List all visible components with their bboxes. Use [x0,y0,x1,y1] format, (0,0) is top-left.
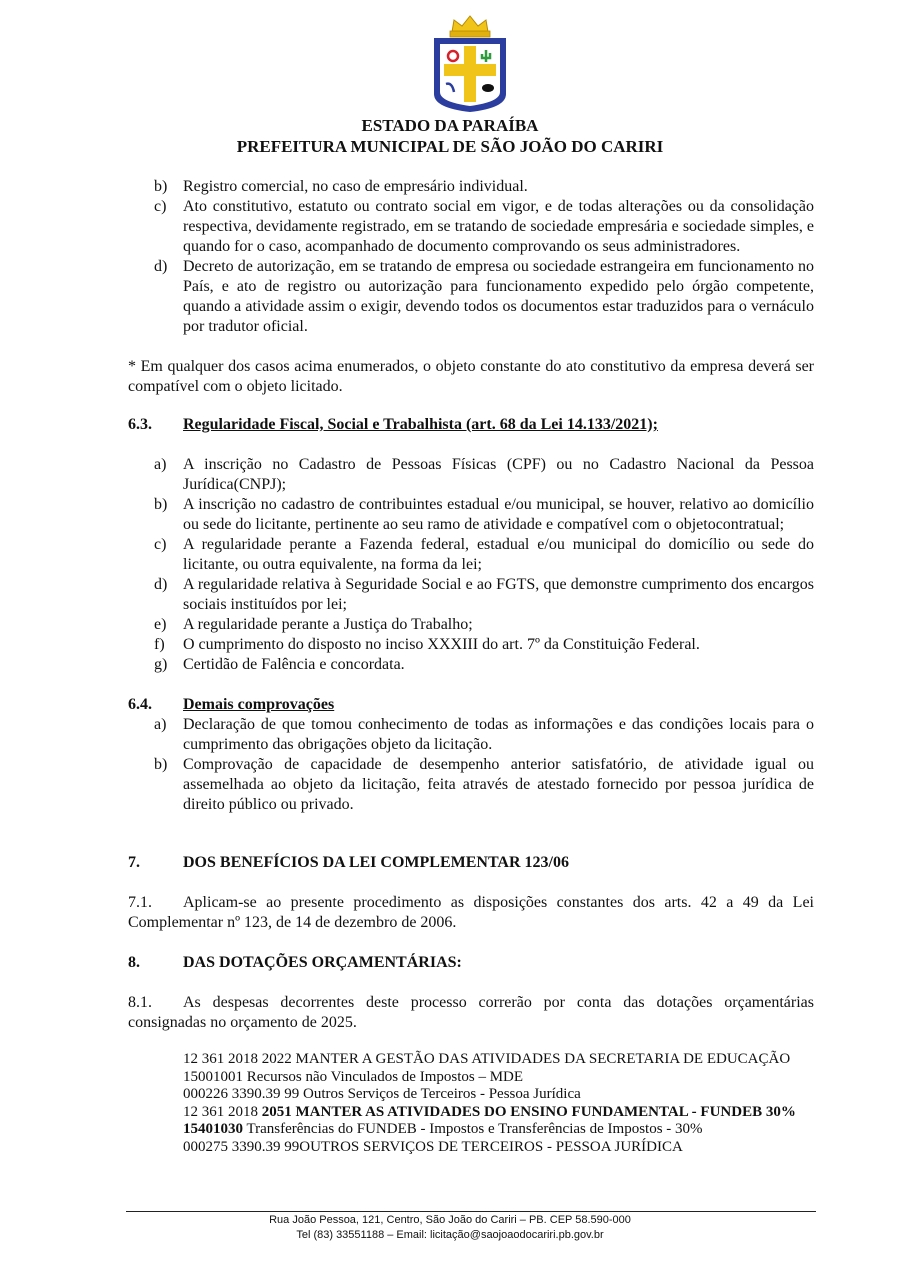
section-title: DAS DOTAÇÕES ORÇAMENTÁRIAS: [183,954,462,971]
budget-line: 12 361 2018 2022 MANTER A GESTÃO DAS ATIVIDADES DA SECRETARIA DE EDUCAÇÃO [183,1051,791,1067]
section-heading-6-4 [128,695,814,715]
list-item [128,755,814,815]
list-marker: c) [154,536,167,553]
document-body [128,177,814,1157]
list-text: Declaração de que tomou conhecimento de todas as informações e das condições locais para o cumprimento das obrigações objeto da licitação. [183,716,814,753]
section-title: Demais comprovações [183,696,335,713]
list-text: A inscrição no cadastro de contribuintes estadual e/ou municipal, se houver, relativo ao domicílio ou sede do licitante, pertinente ao seu ramo de atividade e compatível com o objetocontratual; [183,496,814,533]
list-text: A regularidade perante a Justiça do Trabalho; [183,616,473,633]
list-marker: a) [154,456,167,473]
list-item [128,495,814,535]
section-title: DOS BENEFÍCIOS DA LEI COMPLEMENTAR 123/06 [183,854,569,871]
list-text: A regularidade perante a Fazenda federal, estadual e/ou municipal do domicílio ou sede do licitante, ou outra equivalente, na forma da lei; [183,536,814,573]
paragraph-number: 7.1. [128,894,152,911]
paragraph-8-1 [128,993,814,1033]
list-text: A regularidade relativa à Seguridade Social e ao FGTS, que demonstre cumprimento dos encargos sociais instituídos por lei; [183,576,814,613]
list-marker: b) [154,178,168,195]
section-heading-7 [128,853,814,873]
list-text: Certidão de Falência e concordata. [183,656,405,673]
list-marker: d) [154,576,168,593]
list-item [128,575,814,615]
section-number: 8. [128,954,140,971]
footer-contact: Tel (83) 33551188 – Email: licitação@saojoaodocariri.pb.gov.br [296,1229,604,1241]
list-item [128,655,814,675]
section-title: Regularidade Fiscal, Social e Trabalhista (art. 68 da Lei 14.133/2021); [183,416,658,433]
note-paragraph: * Em qualquer dos casos acima enumerados, o objeto constante do ato constitutivo da empresa deverá ser compatível com o objeto licitado. [128,358,814,395]
paragraph-number: 8.1. [128,994,152,1011]
list-item [128,257,814,337]
prefecture-name: PREFEITURA MUNICIPAL DE SÃO JOÃO DO CARIRI [236,137,664,156]
section-number: 7. [128,854,140,871]
list-text: Registro comercial, no caso de empresário individual. [183,178,528,195]
list-text: Ato constitutivo, estatuto ou contrato social em vigor, e de todas alterações ou da consolidação respectiva, devidamente registrado, em se tratando de sociedade empresária e sociedade simples, e quando for o caso, acompanhado de documento comprovando os seus administradores. [183,198,814,255]
municipal-coat-of-arms-icon [428,10,512,114]
paragraph-7-1 [128,893,814,933]
svg-text:★: ★ [444,43,452,52]
budget-allocation-block [128,1051,814,1157]
section-number: 6.4. [128,696,152,713]
list-text: Decreto de autorização, em se tratando de empresa ou sociedade estrangeira em funcionamento no País, e ato de registro ou autorização para funcionamento expedido pelo órgão competente, quando a atividade assim o exigir, devendo todos os documentos estar traduzidos para o vernáculo por tradutor oficial. [183,258,814,335]
budget-line [183,1104,814,1122]
list-item [128,197,814,257]
section-heading-8 [128,953,814,973]
budget-source-code: 15401030 [183,1121,243,1138]
list-item [128,635,814,655]
list-marker: b) [154,496,168,513]
paragraph-text: As despesas decorrentes deste processo correrão por conta das dotações orçamentárias consignadas no orçamento de 2025. [128,994,814,1031]
list-marker: e) [154,616,167,633]
state-name: ESTADO DA PARAÍBA [361,116,539,135]
list-item [128,177,814,197]
section-number: 6.3. [128,416,152,433]
list-text: O cumprimento do disposto no inciso XXXIII do art. 7º da Constituição Federal. [183,636,700,653]
budget-source-desc: Transferências do FUNDEB - Impostos e Transferências de Impostos - 30% [243,1121,703,1138]
list-item [128,535,814,575]
budget-line: 000275 3390.39 99OUTROS SERVIÇOS DE TERCEIROS - PESSOA JURÍDICA [183,1138,683,1155]
list-text: A inscrição no Cadastro de Pessoas Físicas (CPF) ou no Cadastro Nacional da Pessoa Jurídica(CNPJ); [183,456,814,493]
budget-line: 15001001 Recursos não Vinculados de Impostos – MDE [183,1068,524,1085]
paragraph-text: Aplicam-se ao presente procedimento as disposições constantes dos arts. 42 a 49 da Lei Complementar nº 123, de 14 de dezembro de 2006. [128,894,814,931]
list-marker: a) [154,716,167,733]
budget-action: 2051 MANTER AS ATIVIDADES DO ENSINO FUNDAMENTAL - FUNDEB 30% [261,1103,796,1120]
footer-address: Rua João Pessoa, 121, Centro, São João do Cariri – PB. CEP 58.590-000 [269,1214,631,1226]
footer-divider [126,1211,816,1212]
list-item [128,615,814,635]
list-item [128,455,814,495]
list-marker: b) [154,756,168,773]
list-marker: g) [154,656,168,673]
list-marker: f) [154,636,165,653]
budget-code: 12 361 2018 [183,1103,262,1120]
budget-line: 000226 3390.39 99 Outros Serviços de Terceiros - Pessoa Jurídica [183,1086,581,1103]
list-item [128,715,814,755]
list-marker: c) [154,198,167,215]
list-marker: d) [154,258,168,275]
section-heading-6-3 [128,415,814,435]
budget-line [183,1121,814,1139]
list-text: Comprovação de capacidade de desempenho anterior satisfatório, de atividade igual ou assemelhada ao objeto da licitação, feita através de atestado fornecido por pessoa jurídica de direito público ou privado. [183,756,814,813]
svg-text:★: ★ [489,43,497,52]
